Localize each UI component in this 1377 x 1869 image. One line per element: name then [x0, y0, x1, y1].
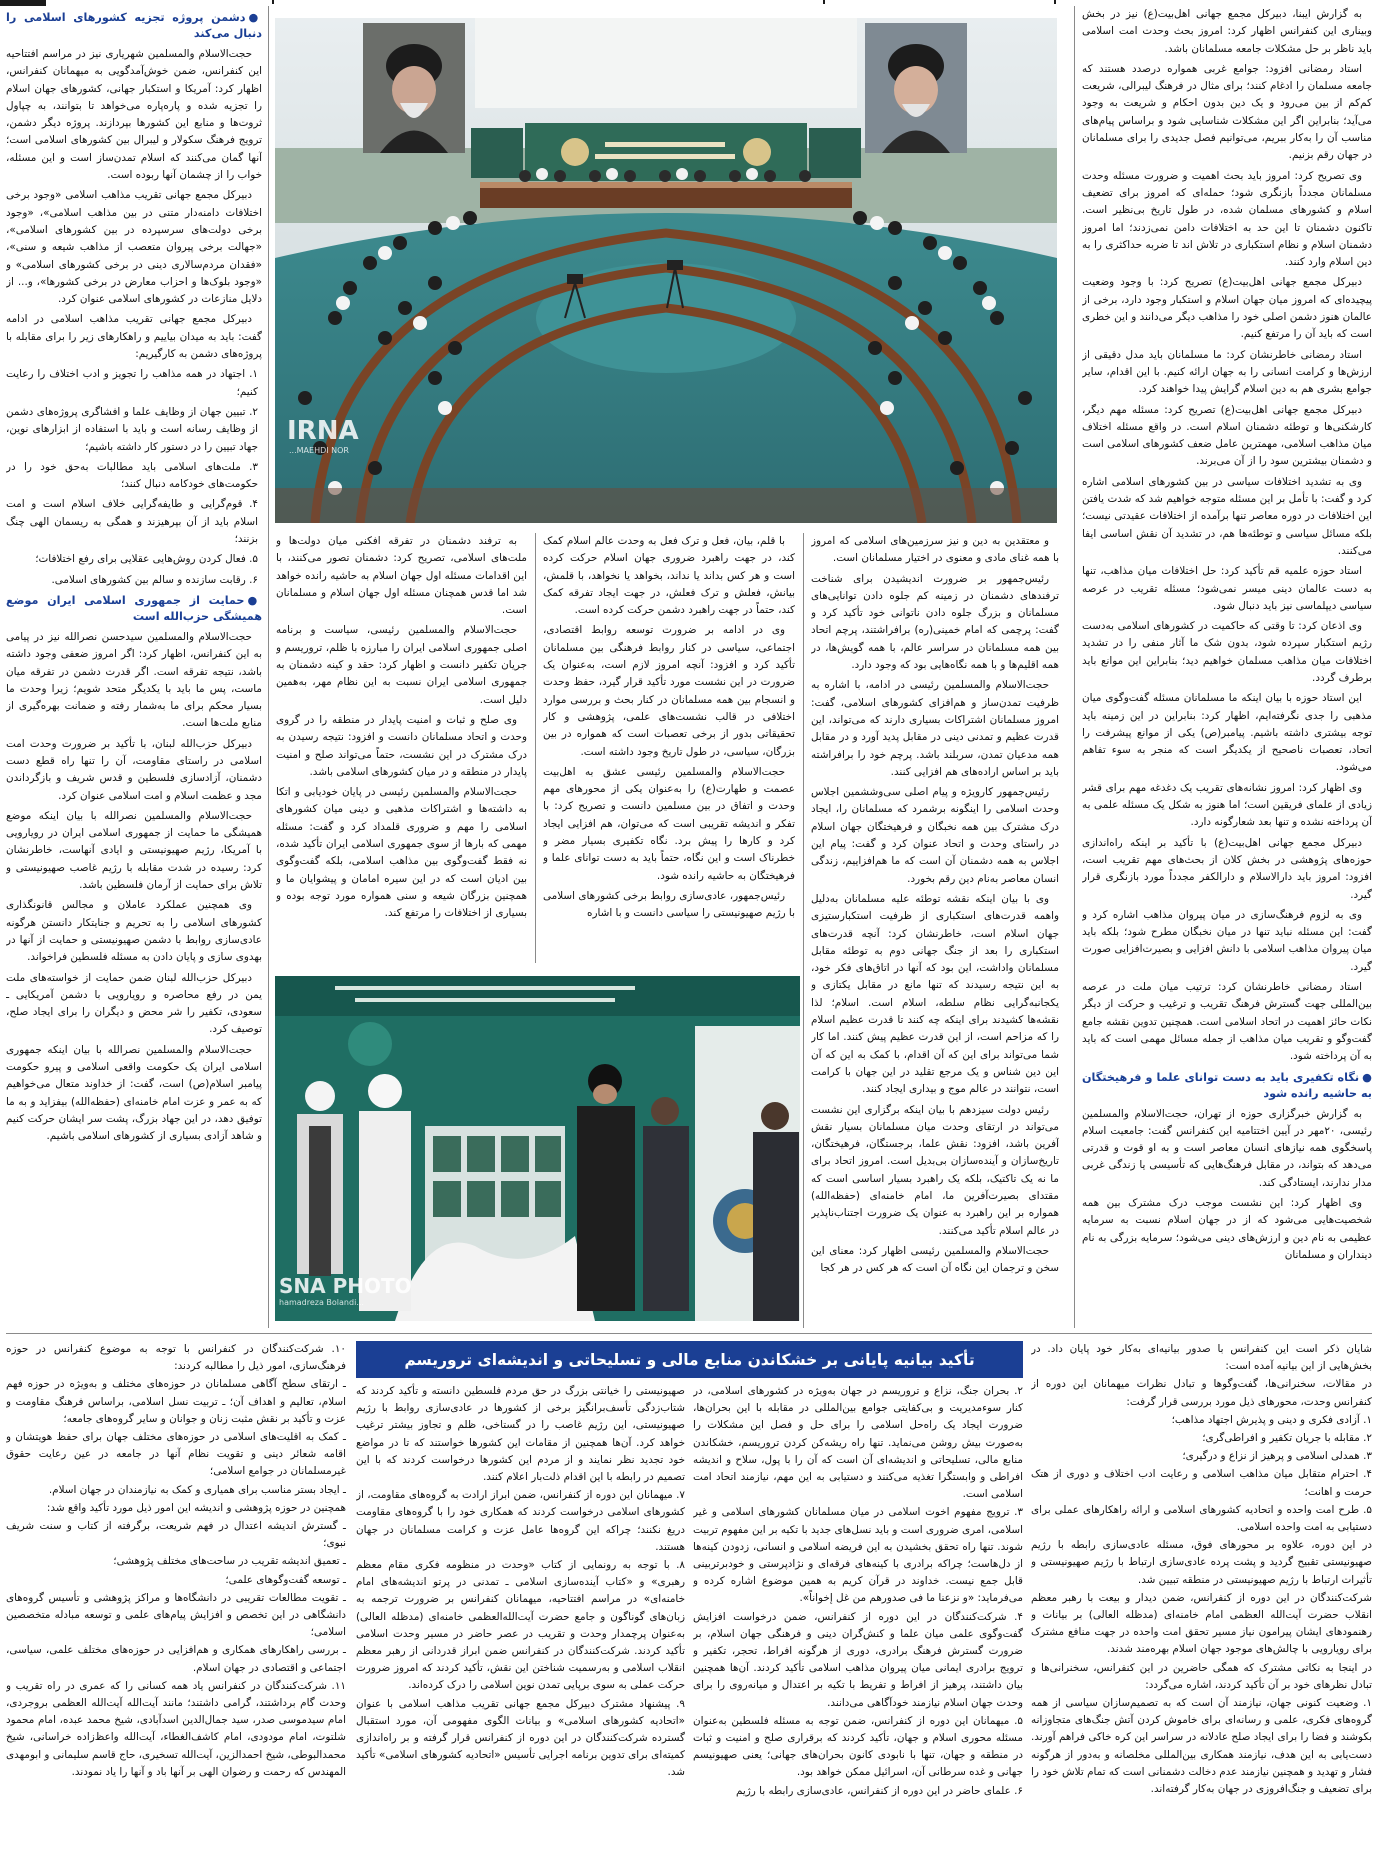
- statement-paragraph: ۱۱. شرکت‌کنندگان در کنفرانس یاد همه کسانی را که عمری در راه تقریب و وحدت گام برداشتند، گرامی داشتند؛ مانند آیت‌الله آیت‌الله العظمی بروجردی، امام سیدموسی صدر، سید جمال‌الدین اسدآبادی، شیخ محمد عبده، امام محمود شلتوت، امام مودودی، امام کاشف‌الغطاء، آیت‌الله واعظ‌زاده خراسانی، شیخ محمدالبوطی، شیخ احمدالزین، آیت‌الله تسخیری، حاج قاسم سلیمانی و ابومهدی المهندس که رحمت و رضوان الهی بر آنها باد و آنها را یاد نمودند.: [6, 1679, 346, 1778]
- list-item: ۵. فعال کردن روش‌هایی عقلایی برای رفع اختلافات؛: [35, 553, 258, 566]
- statement-paragraph: ۱. آزادی فکری و دینی و پذیرش اجتهاد مذاهب؛: [1171, 1413, 1372, 1426]
- column-1: [1082, 6, 1372, 1328]
- article-paragraph: وی در ادامه بر ضرورت توسعه روابط اقتصادی، اجتماعی، سیاسی در کنار روابط فرهنگی بین مسلمانان تأکید کرد و افزود: آنچه امروز لازم است، به‌عنوان یک ضرورت در این نشست مورد تأکید قرار گیرد، حفظ وحدت و انسجام بین همه مسلمانان در کنار بحث و بررسی موارد اختلافی در قالب نشست‌های علمی، پژوهشی و کار تحقیقاتی بدور از برخی تعصبات است که همواره در بین بزرگان، سیاسی، در طول تاریخ وجود داشته است.: [543, 624, 795, 758]
- top-strip-tick: [272, 0, 274, 4]
- article-paragraph: و معتقدین به دین و نیز سرزمین‌های اسلامی که امروز با همه غنای مادی و معنوی در اختیار مسلمانان است.: [811, 535, 1059, 565]
- statement-paragraph: در مقالات، سخنرانی‌ها، گفت‌وگوها و تبادل نظرات میهمانان این دوره از کنفرانس وحدت، محورهای ذیل مورد بررسی قرار گرفت:: [1031, 1378, 1372, 1408]
- statement-paragraph: ۹. پیشنهاد مشترک دبیرکل مجمع جهانی تقریب مذاهب اسلامی با عنوان «اتحادیه کشورهای اسلامی» و بیانات الگوی مفهومی آن، مورد استقبال گسترده شرکت‌کنندگان در این دوره از کنفرانس قرار گرفته و بر راه‌اندازی کمیته‌ای برای تدوین برنامه اجرایی تأسیس «اتحادیه کشورهای اسلامی» تأکید شد.: [356, 1697, 685, 1779]
- column-divider: [1074, 6, 1075, 1328]
- statement-paragraph: ۵. طرح امت واحده و اتحادیه کشورهای اسلامی و ارائه راهکارهای عملی برای دستیابی به امت واحده اسلامی.: [1031, 1503, 1372, 1534]
- statement-paragraph: ـ ایجاد بستر مناسب برای همیاری و کمک به نیازمندان در جهان اسلام.: [48, 1483, 346, 1496]
- statement-paragraph: ۲. مقابله با جریان تکفیر و افراطی‌گری؛: [1202, 1432, 1372, 1445]
- statement-paragraph: ۳. همدلی اسلامی و پرهیز از نزاع و درگیری؛: [1182, 1450, 1372, 1463]
- article-paragraph: دبیرکل مجمع جهانی اهل‌بیت(ع) تصریح کرد: مسئله مهم دیگر، کارشکنی‌ها و توطئه دشمنان اسلام است. در واقع مسئله اختلاف میان مذاهب اسلامی، مهمترین عامل ضعف کشورهای اسلامی است و دشمنان بیشترین سود را از آن می‌برند.: [1082, 403, 1372, 468]
- statement-column-3: [356, 1383, 685, 1865]
- article-paragraph: حجت‌الاسلام والمسلمین نصرالله با بیان اینکه جمهوری اسلامی ایران یک حکومت واقعی اسلامی و پیرو حکومت پیامبر اسلام(ص) است، گفت: از خداوند متعال می‌خواهیم که به عمر و عزت امام خامنه‌ای (حفظه‌الله) بیفزاید و به ما توفیق دهد، در این جهاد بزرگ، پشت سر ایشان حرکت کنیم و شاهد آزادی بسیاری از کشورهای اسلامی باشیم.: [6, 1043, 262, 1143]
- column-4: [276, 533, 527, 963]
- photo-watermark: SNA PHOTO: [279, 1274, 412, 1298]
- conference-hall-photo: [275, 18, 1057, 523]
- figure-4: [643, 1097, 689, 1311]
- section-divider: [6, 1333, 1372, 1334]
- statement-paragraph: شایان ذکر است این کنفرانس با صدور بیانیه‌ای به‌کار خود پایان داد. در بخش‌هایی از این بیانیه آمده است:: [1031, 1343, 1372, 1373]
- article-paragraph: حجت‌الاسلام والمسلمین سیدحسن نصرالله نیز در پیامی به این کنفرانس، اظهار کرد: اگر امروز ضعفی وجود داشته باشد، نتیجه تفرقه است. اگر قدرت دشمن در تفرقه میان ماست، پس ما باید با یکدیگر متحد شویم؛ زیرا وحدت ما بسیار محکم برای ما به‌شمار رفته و ضمانت بهره‌گیری از منابع ملت‌ها است.: [6, 630, 262, 730]
- statement-paragraph: ۳. ترویج مفهوم اخوت اسلامی در میان مسلمانان کشورهای اسلامی و غیر اسلامی، امری ضروری است و باید نسل‌های جدید با تکیه بر این مفهوم تربیت شوند. تنها راه تحقق بخشیدن به این فریضه اسلامی و انسانی، زدودن کینه‌ها از دل‌هاست؛ چراکه برادری با کینه‌های فرقه‌ای و نژادپرستی و خودبرتربینی قابل جمع نیست. خداوند در قرآن کریم به همین موضوع اشاره کرده و می‌فرماید: «و نزعنا ما فی صدورهم من غل إخواناً».: [693, 1506, 1023, 1605]
- statement-paragraph: ـ کمک به اقلیت‌های اسلامی در حوزه‌های مختلف جهان برای حفظ هویتشان و اقامه شعائر دینی و تقویت نظام آنها در جامعه در عین رعایت حقوق غیرمسلمانان در جوامع اسلامی؛: [6, 1431, 346, 1478]
- article-paragraph: حجت‌الاسلام والمسلمین رئیسی، سیاست و برنامه اصلی جمهوری اسلامی ایران را مبارزه با ظلم، تروریسم و جریان تکفیر دانست و اظهار کرد: حقد و کینه دشمنان به جمهوری اسلامی ایران نسبت به این نظام مهر، به‌همین دلیل است.: [276, 624, 527, 706]
- statement-column-1: [1031, 1341, 1372, 1865]
- article-paragraph: استاد رمضانی افزود: جوامع غربی همواره درصدد هستند که جامعه مسلمان را ادغام کنند؛ برای مثال در فرهنگ لیبرالی، شریعت کم‌کم از بین می‌رود و یک دین بدون احکام و شریعت به وجود می‌آید؛ بنابراین اگر این مشکلات شناسایی شود و براساس پیام‌های مناسب آن را به‌کار ببریم، می‌توانیم فصل جدیدی را برای مسلمانان در جهان رقم بزنیم.: [1082, 62, 1372, 162]
- article-paragraph: وی اذعان کرد: تا وقتی که حاکمیت در کشورهای اسلامی به‌دست رژیم استکبار سپرده شود، بدون شک ما آثار منفی را در تشدید اختلافات میان مذاهب مسلمان خواهیم دید؛ بنابراین این موانع باید برطرف گردد.: [1082, 620, 1372, 684]
- article-paragraph: استاد رمضانی خاطرنشان کرد: ما مسلمانان باید مدل دقیقی از ارزش‌ها و کرامت انسانی را به جهان ارائه کنیم. با این اقدام، سایر جوامع بشری هم به دین اسلام گرایش پیدا خواهند کرد.: [1082, 348, 1372, 396]
- statement-paragraph: ۱. وضعیت کنونی جهان، نیازمند آن است که به تصمیم‌سازان سیاسی از همه گروه‌های فکری، علمی و رسانه‌ای برای خاموش کردن آتش جنگ‌های متجاوزانه بکوشند و فضا را برای ایجاد صلح عادلانه در سراسر این کره خاکی فراهم آورند. دست‌یابی به این هدف، نیازمند همکاری بین‌المللی مخلصانه و به‌دور از هرگونه فشار و تهدید و همچنین نیازمند عدم دخالت دشمنانی است که تمام تلاش خود را برای تضعیف و جنگ‌افروزی در جهان به‌کار گرفته‌اند.: [1031, 1697, 1372, 1796]
- statement-paragraph: ۴. احترام متقابل میان مذاهب اسلامی و رعایت ادب اختلاف و دوری از هتک حرمت و اهانت؛: [1031, 1468, 1372, 1498]
- statement-paragraph: ۲. بحران جنگ، نزاع و تروریسم در جهان به‌ویژه در کشورهای اسلامی، در کنار سوءمدیریت و بی‌کفایتی جوامع بین‌المللی در مقابله با این بحران‌ها، ضرورت ایجاد یک راه‌حل اسلامی را برای حل و فصل این مشکلات را به‌صورت بیش روشن می‌نماید. تنها راه ریشه‌کن کردن تروریسم، خشکاندن منابع مالی، تسلیحاتی و اندیشه‌ای آن است که آن را با پول، سلاح و اندیشه افراطی و وابستگرا تغذیه می‌کنند و دستیابی به این مهم، نیازمند اتحاد امت اسلامی است.: [693, 1385, 1023, 1501]
- statement-paragraph: ۴. شرکت‌کنندگان در این دوره از کنفرانس، ضمن درخواست افزایش گفت‌وگوی علمی میان علما و کنش‌گران دینی و فرهنگی جهان اسلام، بر ضرورت گسترش فرهنگ برادری، دوری از هرگونه افراط، تحجر، تکفیر و ترویج برادری ایمانی میان پیروان مذاهب اسلامی تأکید کردند. آن‌ها همچنین بیان داشتند، پرهیز از افراط و تفریط با تکیه بر اعتدال و میانه‌روی را برای وحدت جهان اسلام نیازمند خودآگاهی می‌دانند.: [693, 1610, 1023, 1709]
- article-paragraph: وی به لزوم فرهنگ‌سازی در میان پیروان مذاهب اشاره کرد و گفت: این مسئله نباید تنها در میان نخبگان مطرح شود؛ بلکه باید میان پیروان مذاهب اسلامی با دانش افزایی و بصیرت‌افزایی صورت گیرد.: [1082, 908, 1372, 973]
- list-item: ۴. قوم‌گرایی و طایفه‌گرایی خلاف اسلام است و امت اسلام باید از آن بپرهیزند و همگی به ریسمان الهی چنگ بزنند؛: [6, 498, 258, 546]
- article-paragraph: وی اظهار کرد: این نشست موجب درک مشترک بین همه شخصیت‌هایی می‌شود که از در جهان اسلام نسبت به سرمایه عظیمی به نام دین و ارزش‌های دینی می‌شود؛ سرمایه بزرگی به نام دینداران و مسلمانان: [1082, 1197, 1372, 1261]
- column-divider: [803, 533, 804, 1328]
- article-paragraph: به گزارش ایبنا، دبیرکل مجمع جهانی اهل‌بیت(ع) نیز در بخش وبیناری این کنفرانس اظهار کرد: امروز بحث وحدت امت اسلامی باید ناظر بر حل مشکلات جامعه مسلمانان باشد.: [1082, 8, 1372, 55]
- statement-column-4: [6, 1341, 346, 1865]
- article-paragraph: دبیرکل حزب‌الله لبنان ضمن حمایت از خواسته‌های ملت یمن در رفع محاصره و رویارویی با دشمن آمریکایی ـ سعودی، تکفیر را شر محض و دیگران را برای ایجاد صلح، توصیف کرد.: [6, 971, 262, 1036]
- statement-paragraph: ـ تعمیق اندیشه تقریب در ساحت‌های مختلف پژوهشی؛: [113, 1555, 346, 1568]
- article-paragraph: وی تصریح کرد: امروز باید بحث اهمیت و ضرورت مسئله وحدت مسلمانان مجدداً بازنگری شود؛ حمله‌ای که امروز برای تضعیف اسلام و کشورهای مسلمان شده، در طول تاریخ بی‌نظیر است. تاکنون دشمنان تا این حد به اختلافات دامن نمی‌زدند؛ اما امروز دشمنان اسلام و نظام استکباری در تلاش اند تا ضربه حداکثری را به دین اسلام وارد کنند.: [1082, 169, 1372, 269]
- list-item: ۲. تبیین جهان از وظایف علما و افشاگری پروژه‌های دشمن از وظایف رسانه است و باید با استفاده از ابزارهای نوین، جهاد تبیین را در دستور کار داشته باشیم؛: [6, 405, 258, 453]
- top-strip-tick: [1054, 0, 1056, 4]
- statement-paragraph: شرکت‌کنندگان در این دوره از کنفرانس، ضمن دیدار و بیعت با رهبر معظم انقلاب حضرت آیت‌الله العظمی امام خامنه‌ای (مدظله العالی) بر بیانات و رهنمودهای ایشان پیرامون نیاز مسیر تحقق امت واحده در جهت منافع مشترک برای رویارویی با چالش‌های موجود جهان اسلام بهره‌مند شدند.: [1031, 1591, 1372, 1656]
- article-paragraph: دبیرکل مجمع جهانی تقریب مذاهب اسلامی در ادامه گفت: باید به میدان بیاییم و راهکارهای زیر را برای مقابله با پروژه‌های دشمن به کارگیریم:: [6, 313, 262, 361]
- statement-column-2: [693, 1383, 1023, 1865]
- article-paragraph: وی با بیان اینکه نقشه توطئه علیه مسلمانان به‌دلیل واهمه قدرت‌های استکباری از ظرفیت استکبارستیزی جهان اسلام است، خاطرنشان کرد: آنچه قدرت‌های استکباری را بعد از جنگ جهانی دوم به توطئه مقابل مسلمانان واداشت، این بود که آنها در اتاق‌های فکر خود، به این نتیجه رسیدند که تنها مانع در مقابل یکتازی و یکجانبه‌گرایی نظام سلطه، اسلام است. اسلام؛ لذا نقشه‌ها کشیدند برای اینکه چه کنند تا قدرت عظیم اسلام را که مزاحم است، از این قدرت عظیم پیش کنند. اما کار شما می‌تواند برای این که آن اقدام، با کمک به این که آن این دین شناس و یک مرجع تقلید در این جهان با کرامت است، نتوانند در عالم موج و بیداری ایجاد کنند.: [811, 892, 1059, 1096]
- column-5-subheading-1: ●دشمن پروژه تجزیه کشورهای اسلامی را دنبال می‌کند: [6, 11, 262, 40]
- statement-paragraph: ۶. علمای حاضر در این دوره از کنفرانس، عادی‌سازی رابطه با رژیم: [735, 1784, 1023, 1797]
- article-paragraph: این استاد حوزه با بیان اینکه ما مسلمانان مسئله گفت‌وگوی میان مذهبی را جدی نگرفته‌ایم، اظهار کرد: بنابراین در این زمینه باید توجه بیشتری داشته باشیم. پیامبر(ص) یکی از موانع پیشرفت را اتحاد، تعصبات ناصحیح از یکدیگر است که منجر به سوء تفاهم می‌شود.: [1082, 692, 1372, 774]
- statement-paragraph: ـ توسعه گفت‌وگوهای علمی؛: [225, 1573, 346, 1586]
- statement-paragraph: همچنین در حوزه پژوهشی و اندیشه این امور ذیل مورد تأکید واقع شد:: [46, 1501, 346, 1514]
- article-paragraph: حجت‌الاسلام والمسلمین رئیسی در ادامه، با اشاره به ظرفیت تمدن‌ساز و هم‌افزای کشورهای اسلامی، گفت: امروز مسلمانان اشتراکات بسیاری دارند که می‌تواند، این قدرت عظیم و تمدنی دینی در مقابل پدید آورد و در مقابل همه مدعیان تمدن، سربلند باشد. پرچم خود را برافراشته باید بر اساس اراده‌های هم افزایی کنند.: [811, 679, 1059, 778]
- article-paragraph: حجت‌الاسلام والمسلمین نصرالله با بیان اینکه موضع همیشگی ما حمایت از جمهوری اسلامی ایران در رویارویی با آمریکا، رژیم صهیونیستی و ایادی آنهاست، خاطرنشان کرد: رسیده در شدت مقابله با رژیم غاصب صهیونیستی و تلاش برای حمایت از آرمان فلسطین باشد.: [6, 809, 262, 892]
- statement-paragraph: ـ بررسی راهکارهای همکاری و هم‌افزایی در حوزه‌های مختلف علمی، سیاسی، اجتماعی و اقتصادی در جهان اسلام.: [6, 1644, 346, 1674]
- column-divider: [268, 6, 269, 1328]
- article-paragraph: وی به تشدید اختلافات سیاسی در بین کشورهای اسلامی اشاره کرد و گفت: با تأمل بر این مسئله متوجه خواهیم شد که شدت یافتن این اختلافات در دوره معاصر تنها برآمده از اختلافات عقیدتی نیست؛ بلکه مسائل سیاسی و توطئه‌ها هم، در تشدید آن نقش اساسی ایفا می‌کنند.: [1082, 475, 1372, 557]
- list-item: ۱. اجتهاد در همه مذاهب را تجویز و ادب اختلاف را رعایت کنیم؛: [6, 368, 258, 398]
- article-paragraph: رئیس‌جمهور، عادی‌سازی روابط برخی کشورهای اسلامی با رژیم صهیونیستی را سیاسی دانست و با اشاره: [543, 889, 795, 920]
- statement-paragraph: صهیونیستی را خیانتی بزرگ در حق مردم فلسطین دانسته و تأکید کردند که شتاب‌زدگی تأسف‌برانگیز برخی از کشورها در عادی‌سازی روابط با رژیم صهیونیستی، این رژیم غاصب را در گستاخی، ظلم و تجاوز بیشتر ترغیب خواهد کرد. آن‌ها همچنین از مقامات این کشورها خواستند که تا در مواضع خود تجدید نظر نمایند و از مردم این کشورها درخواست کردند که با این تصمیم در رابطه با این اقدام ذلت‌بار اعلام کنند.: [356, 1385, 685, 1484]
- article-paragraph: وی اظهار کرد: امروز نشانه‌های تقریب یک دغدغه مهم برای قشر زیادی از علمای فریقین است؛ اما هنوز به شکل یک مسئله علمی به آن پرداخته نشده و تنها بعد شعارگونه دارد.: [1082, 781, 1372, 829]
- article-paragraph: دبیرکل مجمع جهانی اهل‌بیت(ع) تصریح کرد: با وجود وضعیت پیچیده‌ای که امروز میان جهان اسلام و استکبار وجود دارد، برخی از عالمان هنوز دشمن اصلی خود را مذاهب دیگر می‌دانند و این خطری است که باید آن را مرتفع کنیم.: [1082, 276, 1372, 341]
- top-strip-tick: [823, 0, 825, 4]
- column-3: [543, 533, 795, 963]
- statement-headline: تأکید بیانیه پایانی بر خشکاندن منابع مالی و تسلیحاتی و اندیشه‌ای تروریسم: [356, 1341, 1023, 1378]
- article-paragraph: رئیس‌جمهور بر ضرورت اندیشیدن برای شناخت ترفندهای دشمنان در زمینه کم جلوه دادن توانایی‌های مسلمانان و بزرگ جلوه دادن ناتوانی خود تأکید کرد و گفت: پرچمی که امام خمینی(ره) برافراشتند، پرچم اتحاد بین همه مسلمانان در سراسر عالم، با همه گویش‌ها، در همه اقلیم‌ها و با همه نگاه‌هایی بود که وجود دارد.: [811, 572, 1059, 672]
- statement-paragraph: ـ گسترش اندیشه اعتدال در فهم شریعت، برگرفته از کتاب و سنت شریف نبوی؛: [6, 1520, 346, 1550]
- statement-paragraph: در این دوره، علاوه بر محورهای فوق، مسئله عادی‌سازی رابطه با رژیم صهیونیستی تقبیح گردید و پشت پرده عادی‌سازی ارتباط با رژیم صهیونیستی و تأثیرات ارتباط با رژیم صهیونیستی در منطقه تبیین شد.: [1031, 1539, 1372, 1586]
- column-5-subheading-2: ●حمایت از جمهوری اسلامی ایران موضع همیشگی حزب‌الله است: [6, 593, 262, 623]
- article-paragraph: به ترفند دشمنان در تفرقه افکنی میان دولت‌ها و ملت‌های اسلامی، تصریح کرد: دشمنان تصور می‌کنند، با این اقدامات مسئله اول جهان اسلام به حاشیه رانده خواهد شد اما قدس همچنان مسئله اول جهان اسلام و مسلمانان است.: [276, 535, 527, 617]
- article-paragraph: به گزارش خبرگزاری حوزه از تهران، حجت‌الاسلام والمسلمین رئیسی، ۲۰مهر در آیین اختتامیه این کنفرانس گفت: جامعیت اسلام پاسخگوی همه نیازهای انسان معاصر است و به او قوت و قدرتی می‌دهد که بتواند، در مقابل فرهنگ‌هایی که تأسیسی یا زندگی غربی مدار ندارند، ایستادگی کند.: [1082, 1107, 1372, 1189]
- book-unveiling-illustration: [275, 976, 800, 1321]
- book-unveiling-photo: [275, 976, 800, 1321]
- article-paragraph: حجت‌الاسلام والمسلمین شهریاری نیز در مراسم افتتاحیه این کنفرانس، ضمن خوش‌آمدگویی به میهمانان کنفرانس، اظهار کرد: آمریکا و استکبار جهانی، کشورهای جهان اسلام را تجزیه شده و پاره‌پاره می‌خواهد تا بتوانند، به چپاول ثروت‌ها و منابع این کشورها بپردازند. پروژه دیگر دشمن، ترویج فرهنگ سکولار و لیبرال بین کشورهای اسلامی است؛ آنها گمان می‌کنند که اسلام تمدن‌ساز است و این مسئله، خواب را از چشمان آنها ربوده است.: [6, 48, 262, 182]
- portrait-right: [865, 23, 967, 153]
- article-paragraph: با قلم، بیان، فعل و ترک فعل به وحدت عالم اسلام کمک کند، در جهت راهبرد ضروری جهان اسلام حرکت کرده است و هر کس بداند یا نداند، بخواهد یا نخواهد، با قلمش، بیانش، فعلش و ترک فعلش، در جهت ایجاد تفرقه کمک کند، حتماً در جهت راهبرد دشمن حرکت کرده است.: [543, 535, 795, 617]
- photo-watermark: IRNA: [287, 416, 359, 446]
- article-paragraph: حجت‌الاسلام والمسلمین رئیسی اظهار کرد: معنای این سخن و ترجمان این نگاه آن است که هر کس در هر کجا: [811, 1244, 1059, 1275]
- statement-paragraph: ۷. میهمانان این دوره از کنفرانس، ضمن ابراز ارادت به گروه‌های مقاومت، از کشورهای اسلامی درخواست کردند که همکاری خود را با گروه‌های مقاومت دریغ نکنند؛ چراکه این گروه‌ها عامل عزت و کرامت مسلمانان در جهان هستند.: [356, 1489, 685, 1553]
- list-item: ۳. ملت‌های اسلامی باید مطالبات به‌حق خود را در حکومت‌های خودکامه دنبال کنند؛: [6, 460, 258, 491]
- article-paragraph: وی صلح و ثبات و امنیت پایدار در منطقه را در گروی وحدت و اتحاد مسلمانان دانست و افزود: نتیجه رسیدن به درک مشترک در این نشست، حتماً می‌تواند صلح و امنیت پایدار در منطقه و در میان کشورهای اسلامی باشد.: [276, 713, 527, 778]
- column-2: [811, 533, 1059, 1328]
- article-paragraph: حجت‌الاسلام والمسلمین رئیسی عشق به اهل‌بیت عصمت و طهارت(ع) را به‌عنوان یکی از محورهای مهم وحدت و اتفاق در بین مسلمین دانست و تصریح کرد: با تفکر و اندیشه تقریبی است که می‌توان، هم افزایی ایجاد کرد و کارها را پیش برد. نگاه تکفیری بسیار مضر و خطرناک است و این نگاه، حتماً باید به دست توانای علما و فرهیختگان به حاشیه رانده شود.: [543, 765, 795, 882]
- article-paragraph: دبیرکل حزب‌الله لبنان، با تأکید بر ضرورت وحدت امت اسلامی در راستای مقاومت، آن را تنها راه قطع دست دشمنان، آزادسازی فلسطین و قدس شریف و بازگرداندن مجد و عظمت اسلام و امت اسلامی عنوان کرد.: [6, 737, 262, 802]
- figure-5: [753, 1102, 799, 1321]
- article-paragraph: دبیرکل مجمع جهانی اهل‌بیت(ع) با تأکید بر اینکه راه‌اندازی حوزه‌های پژوهشی در بخش کلان از بحث‌های مهم تقریب است، افزود: امروز باید دارالاسلام و دارالکفر مجدداً مورد بازنگری قرار گیرد.: [1082, 836, 1372, 901]
- column-divider: [535, 533, 536, 963]
- conference-hall-illustration: [275, 18, 1057, 523]
- statement-paragraph: ۱۰. شرکت‌کنندگان در کنفرانس با توجه به موضوع کنفرانس در حوزه فرهنگ‌سازی، امور ذیل را مطالبه کردند:: [6, 1343, 346, 1373]
- portrait-left: [363, 23, 465, 153]
- article-paragraph: رئیس دولت سیزدهم با بیان اینکه برگزاری این نشست می‌تواند در ارتقای وحدت میان مسلمانان بسیار نقش آفرین باشد، افزود: نقش علما، برجستگان، فرهیختگان، تاریخ‌سازان و آینده‌سازان بی‌بدیل است. امروز اتحاد برای ما نه یک تاکتیک، بلکه یک راهبرد بسیار اساسی است که مقتدای بصیرت‌آفرین ما، امام خامنه‌ای (حفظه‌الله) همواره بر این راهبرد به عنوان یک ضرورت اجتناب‌ناپذیر در عالم اسلام تأکید می‌کنند.: [811, 1103, 1059, 1237]
- article-paragraph: حجت‌الاسلام والمسلمین رئیسی در پایان خودیابی و اتکا به داشته‌ها و اشتراکات مذهبی و دینی میان کشورهای اسلامی را مهم و ضروری قلمداد کرد و گفت: مسئله مهمی که بارها از سوی جمهوری اسلامی ایران تأکید شده، نه فقط گفت‌وگوی بین مذاهب اسلامی، بلکه گفت‌وگوی بین ادیان است که در این سیره امامان و پیشوایان ما و همچنین بزرگان شیعه و سنی همواره مورد توجه بوده و بسیاری از اختلافات را مرتفع کند.: [276, 786, 527, 920]
- statement-paragraph: در اینجا به نکاتی مشترک که همگی حاضرین در این کنفرانس، سخنرانی‌ها و تبادل نظرهای خود بر آن تأکید کردند، اشاره می‌گردد:: [1031, 1661, 1372, 1691]
- list-item: ۶. رقابت سازنده و سالم بین کشورهای اسلامی.: [51, 573, 258, 586]
- article-paragraph: دبیرکل مجمع جهانی تقریب مذاهب اسلامی «وجود برخی اختلافات دامنه‌دار متنی در بین مذاهب اسلامی»، «وجود برخی دولت‌های سرسپرده در بین کشورهای اسلامی»، «جهالت برخی پیروان متعصب از مذاهب شیعه و سنی»، «فقدان مردم‌سالاری دینی در برخی کشورهای اسلامی» و «وجود بلوک‌ها و احزاب معارض در برخی کشورها»، و... از دلایل منازعات در کشورهای اسلامی عنوان کرد.: [6, 189, 262, 306]
- statement-paragraph: ۵. میهمانان این دوره از کنفرانس، ضمن توجه به مسئله فلسطین به‌عنوان مسئله محوری اسلام و جهان، تأکید کردند که برقراری صلح و امنیت و ثبات در منطقه و جهان، تنها با نابودی کانون بحران‌های جهانی؛ یعنی صهیونیسم جهانی و غده سرطانی آن، اسرائیل ممکن خواهد بود.: [693, 1714, 1023, 1779]
- statement-paragraph: ـ ارتقای سطح آگاهی مسلمانان در حوزه‌های مختلف و به‌ویژه در حوزه فهم اسلام، تعالیم و اهداف آن؛ ـ تربیت نسل اسلامی، براساس فرهنگ مقاومت و عزت و تأکید بر نقش مثبت زنان و جوانان و سایر گروه‌های جامعه؛: [6, 1378, 346, 1425]
- photo-watermark-credit: MAEHDI NOR...: [289, 446, 349, 455]
- column-1-subheading: ●نگاه تکفیری باید به دست توانای علما و فرهیختگان به حاشیه رانده شود: [1082, 1070, 1372, 1100]
- column-5: [6, 6, 262, 1328]
- statement-paragraph: ۸. با توجه به رونمایی از کتاب «وحدت در منظومه فکری مقام معظم رهبری» و «کتاب آینده‌سازی اسلامی ـ تمدنی در پرتو اندیشه‌های امام خامنه‌ای» در مراسم افتتاحیه، میهمانان کنفرانس بر ضرورت ترجمه به زبان‌های گوناگون و جامع حضرت آیت‌الله‌العظمی خامنه‌ای (مدظله العالی) به‌عنوان پرچمدار وحدت و تقریب در عصر حاضر در مسیر وحدت اسلامی تأکید کردند. شرکت‌کنندگان در کنفرانس ضمن ابراز قدردانی از رهبر معظم انقلاب اسلامی و به‌رسمیت شناختن این نقش، تأکید کردند که امروز ضرورت حرکت عملی به سوی برپایی تمدن نوین اسلامی را درک کرده‌اند.: [356, 1559, 685, 1692]
- article-paragraph: استاد حوزه علمیه قم تأکید کرد: حل اختلافات میان مذاهب، تنها به دست عالمان دینی میسر نمی‌شود؛ مسئله تقریب در عرصه سیاسی دیپلماسی نیز باید دنبال شود.: [1082, 565, 1372, 612]
- article-paragraph: استاد رمضانی خاطرنشان کرد: ترتیب میان ملت در عرصه بین‌المللی جهت گسترش فرهنگ تقریب و ترغیب و حرکت از دیگر نکات حائز اهمیت در اتحاد اسلامی است. همچنین تدوین نقشه جامع گفت‌وگو و تقریب میان مذاهب از جمله مسائل مهمی است که باید به آن پرداخته شود.: [1082, 981, 1372, 1063]
- photo-watermark-credit: ...hamadreza Bolandi: [279, 1298, 364, 1307]
- statement-paragraph: ـ تقویت مطالعات تقریبی در دانشگاه‌ها و مراکز پژوهشی و تأسیس گروه‌های دانشگاهی در این تخصص و افزایش پیام‌های علمی و توسعه مبادله متخصصین اسلامی؛: [6, 1591, 346, 1639]
- article-paragraph: وی همچنین عملکرد عاملان و مجالس قانونگذاری کشورهای اسلامی را به تحریم و جنایتکار دانستن هرگونه عادی‌سازی روابط با دشمن صهیونیستی و حمایت از آنها در بهدوی سازی و پایان دادن به مسئله فلسطین فراخواند.: [6, 899, 262, 964]
- article-paragraph: رئیس‌جمهور کارویژه و پیام اصلی سی‌وششمین اجلاس وحدت اسلامی را اینگونه برشمرد که مسلمانان را، ایجاد درک مشترک بین همه نخبگان و فرهیختگان جهان اسلام در راستای وحدت و اتحاد عنوان کرد و گفت: پیام این اجلاس به همه دشمنان آن است که ما هم‌افزاییم، زندگی انسان معاصر به‌نام دین رقم بخورد.: [811, 786, 1059, 885]
